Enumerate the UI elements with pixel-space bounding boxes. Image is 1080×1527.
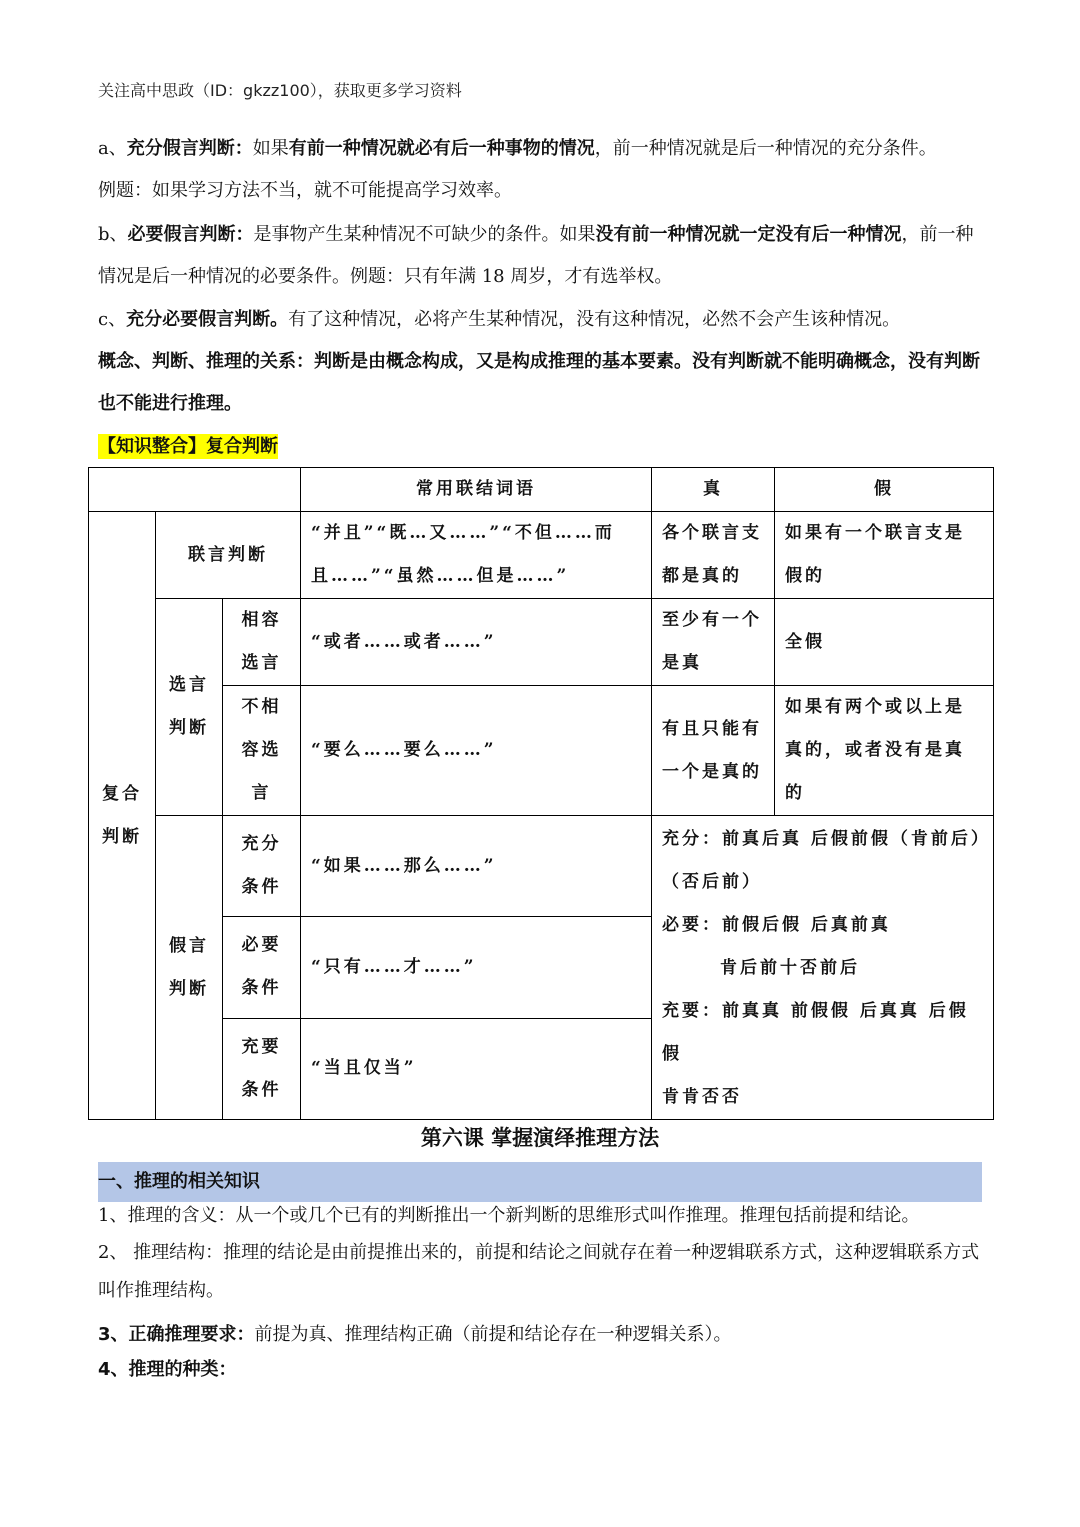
term-sufficient-necessary: 充分必要假言判断。 xyxy=(126,309,289,330)
jiayan-sub-cell xyxy=(223,816,301,917)
rule-line: 充要：前真真 前假假 后真真 后假假 xyxy=(662,1001,969,1064)
rule-line: 肯肯否否 xyxy=(662,1087,742,1107)
xuanyan-sub-label: 不相容选言 xyxy=(241,697,282,803)
xuanyan-false: 如果有两个或以上是真的，或者没有是真的 xyxy=(775,686,994,816)
item-prefix: b、 xyxy=(98,224,128,245)
reasoning-structure: 2、 推理结构：推理的结论是由前提推出来的，前提和结论之间就存在着一种逻辑联系方式，这种逻辑联系方式叫作推理结构。 xyxy=(98,1242,980,1301)
xuanyan-sub-label: 相容选言 xyxy=(241,610,282,673)
xuanyan-true: 至少有一个是真 xyxy=(652,599,775,686)
lianyan-true: 各个联言支都是真的 xyxy=(652,512,775,599)
lesson-title: 第六课 掌握演绎推理方法 xyxy=(420,1125,660,1150)
text: 是事物产生某种情况不可缺少的条件。如果 xyxy=(253,224,596,245)
term-necessary: 必要假言判断： xyxy=(127,224,254,245)
page-header: 关注高中思政（ID：gkzz100），获取更多学习资料 xyxy=(98,81,462,100)
jiayan-sub-cell xyxy=(223,917,301,1018)
text: ，前一种情况就是后一种情况的充分条件。 xyxy=(594,138,937,159)
main-label: 复合判断 xyxy=(102,783,142,847)
rule-line: 肯后前十否前后 xyxy=(720,958,860,978)
lianyan-false: 如果有一个联言支是假的 xyxy=(775,512,994,599)
rule-line: 充分：前真后真 后假前假（肯前后） xyxy=(662,829,991,849)
table-row xyxy=(89,599,994,686)
requirements-label: 3、正确推理要求： xyxy=(98,1324,255,1345)
jiayan-sub-label: 必要条件 xyxy=(241,935,282,999)
xuanyan-words: “或者……或者……” xyxy=(301,599,652,686)
table-header-row xyxy=(89,468,994,512)
bold-text: 没有前一种情况就一定没有后一种情况 xyxy=(595,224,902,245)
paragraph-necessary xyxy=(98,214,986,298)
table-row xyxy=(89,512,994,599)
header-false: 假 xyxy=(775,468,994,512)
bold-text: 有前一种情况就必有后一种事物的情况 xyxy=(288,138,595,159)
table-row xyxy=(89,686,994,816)
header-true: 真 xyxy=(652,468,775,512)
jiayan-rules-cell xyxy=(652,816,994,1120)
jiayan-label-cell xyxy=(156,816,223,1120)
xuanyan-words: “要么……要么……” xyxy=(301,686,652,816)
xuanyan-label-cell xyxy=(156,599,223,816)
xuanyan-label: 选言判断 xyxy=(169,675,209,738)
jiayan-sub-label: 充要条件 xyxy=(241,1036,282,1100)
jiayan-sub-label: 充分条件 xyxy=(241,834,282,898)
reasoning-types: 4、推理的种类： xyxy=(98,1359,237,1380)
jiayan-words: “当且仅当” xyxy=(301,1018,652,1119)
text: 如果 xyxy=(252,138,289,159)
table-row xyxy=(89,816,994,917)
rule-line: 必要：前假后假 后真前真 xyxy=(662,915,891,935)
example-text: 例题：如果学习方法不当，就不可能提高学习效率。 xyxy=(98,180,512,201)
jiayan-sub-cell xyxy=(223,1018,301,1119)
jiayan-words: “如果……那么……” xyxy=(301,816,652,917)
knowledge-tag-label: 【知识整合】复合判断 xyxy=(98,436,278,457)
xuanyan-false: 全假 xyxy=(775,599,994,686)
requirements-text: 前提为真、推理结构正确（前提和结论存在一种逻辑关系）。 xyxy=(254,1324,732,1345)
rule-line: （否后前） xyxy=(662,872,762,892)
header-words: 常用联结词语 xyxy=(301,468,652,512)
lianyan-words: “并且”“既…又……”“不但……而且……”“虽然……但是……” xyxy=(301,512,652,599)
xuanyan-true: 有且只能有一个是真的 xyxy=(652,686,775,816)
item-prefix: a、 xyxy=(98,138,127,159)
item-prefix: c、 xyxy=(98,309,127,330)
compound-judgment-table xyxy=(88,467,994,1120)
text: 有了这种情况，必将产生某种情况，没有这种情况，必然不会产生该种情况。 xyxy=(288,309,901,330)
paragraph-sufficient-necessary xyxy=(98,299,986,341)
xuanyan-sub-cell xyxy=(223,686,301,816)
knowledge-tag xyxy=(98,432,278,458)
main-label-cell xyxy=(89,512,156,1120)
jiayan-words: “只有……才……” xyxy=(301,917,652,1018)
text: ，前一种情况是后一种情况的必要条件。例题：只有年满 18 周岁，才有选举权。 xyxy=(98,224,974,287)
relation-paragraph: 概念、判断、推理的关系：判断是由概念构成，又是构成推理的基本要素。没有判断就不能明确概念，没有判断也不能进行推理。 xyxy=(98,351,980,414)
xuanyan-sub-cell xyxy=(223,599,301,686)
paragraph-sufficient xyxy=(98,128,986,212)
table-corner-cell xyxy=(89,468,301,512)
reasoning-definition: 1、推理的含义：从一个或几个已有的判断推出一个新判断的思维形式叫作推理。推理包括前提和结论。 xyxy=(98,1205,920,1226)
section-heading-bar: 一、推理的相关知识 xyxy=(98,1162,982,1202)
jiayan-label: 假言判断 xyxy=(169,935,209,999)
term-sufficient: 充分假言判断： xyxy=(126,138,253,159)
reasoning-requirements xyxy=(98,1316,986,1354)
lianyan-label: 联言判断 xyxy=(156,512,301,599)
